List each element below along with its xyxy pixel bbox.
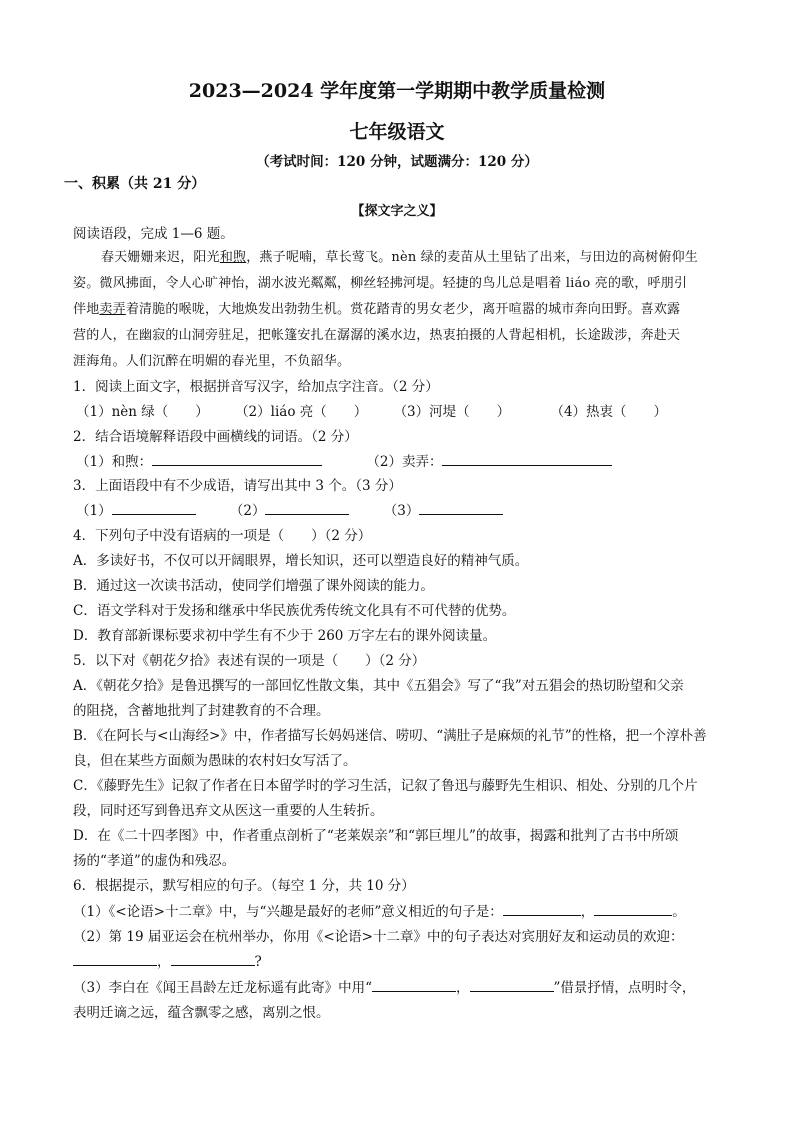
exam-title: 2023—2024 学年度第一学期期中教学质量检测	[188, 80, 606, 102]
q1-item-3: （3）河堤（ ）	[393, 404, 511, 420]
q3-item-1: （1）	[76, 503, 112, 519]
question-1-stem: 1．阅读上面文字，根据拼音写汉字，给加点字注音。（2 分）	[73, 379, 439, 395]
q6-item-2-line1: （2）第 19 届亚运会在杭州举办，你用《<论语>十二章》中的句子表达对宾朋好友和运动员的欢迎：	[73, 929, 684, 945]
q5-option-d-line2[interactable]: 扬的“孝道”的虚伪和残忍。	[73, 853, 236, 869]
q5-option-a-line2[interactable]: 的阻挠，含蓄地批判了封建教育的不合理。	[73, 703, 330, 719]
q4-option-b[interactable]: B．通过这一次读书活动，使同学们增强了课外阅读的能力。	[73, 578, 434, 594]
answer-blank[interactable]	[372, 979, 456, 992]
q3-item-2: （2）	[229, 503, 266, 519]
answer-blank[interactable]	[73, 953, 157, 966]
question-2-stem: 2．结合语境解释语段中画横线的词语。（2 分）	[73, 429, 358, 445]
q4-option-a[interactable]: A．多读好书，不仅可以开阔眼界，增长知识，还可以塑造良好的精神气质。	[73, 553, 529, 569]
q5-option-d-line1[interactable]: D．在《二十四孝图》中，作者重点剖析了“老莱娱亲”和“郭巨埋儿”的故事，揭露和批判了古书中所颂	[73, 828, 679, 844]
passage-line-text: 春天姗姗来迟，阳光和煦，燕子呢喃，草长莺飞。nèn 绿的麦苗从土里钻了出来，与田边的高树俯仰生	[101, 250, 698, 265]
q6-item-1-text: （1）《<论语>十二章》中，与“兴趣是最好的老师”意义相近的句子是：	[73, 904, 503, 920]
answer-blank[interactable]	[503, 903, 581, 916]
q5-option-c-line2[interactable]: 段，同时还写到鲁迅弃文从医这一重要的人生转折。	[73, 803, 384, 819]
q4-option-d[interactable]: D．教育部新课标要求初中学生有不少于 260 万字左右的课外阅读量。	[73, 628, 497, 644]
question-1-items	[76, 400, 667, 420]
exam-subtitle: 七年级语文	[349, 121, 445, 143]
q6-item-3-post: ”借景抒情，点明时令，	[553, 980, 696, 996]
q5-option-b-line2[interactable]: 良，但在某些方面颇为愚昧的农村妇女写活了。	[73, 753, 357, 769]
answer-blank[interactable]	[112, 502, 196, 515]
q3-item-3: （3）	[383, 503, 420, 519]
question-4-stem: 4．下列句子中没有语病的一项是（ ）（2 分）	[73, 528, 372, 544]
question-6-stem: 6．根据提示，默写相应的句子。（每空 1 分，共 10 分）	[73, 878, 415, 894]
answer-blank[interactable]	[265, 502, 349, 515]
q6-item-1: （1）《<论语>十二章》中，与“兴趣是最好的老师”意义相近的句子是： ， 。	[73, 904, 686, 920]
passage-line	[73, 298, 680, 317]
q1-item-4: （4）热衷（ ）	[550, 404, 668, 420]
q2-item-2: （2）卖弄：	[366, 454, 443, 470]
question-3-items	[76, 499, 503, 519]
passage-line: 姿。微风拂面，令人心旷神怡，湖水波光粼粼，柳丝轻拂河堤。轻捷的鸟儿总是唱着 liáo 亮的歌，呼朋引	[73, 276, 688, 291]
answer-blank[interactable]	[442, 453, 612, 466]
q6-item-3-line1: （3）李白在《闻王昌龄左迁龙标遥有此寄》中用“ ， ”借景抒情，点明时令，	[73, 980, 696, 996]
q5-option-b-line1[interactable]: B．《在阿长与<山海经>》中，作者描写长妈妈迷信、唠叨、“满肚子是麻烦的礼节”的性格，把一个淳朴善	[73, 728, 707, 744]
q5-option-c-line1[interactable]: C．《藤野先生》记叙了作者在日本留学时的学习生活，记叙了鲁迅与藤野先生相识、相处、分别的几个片	[73, 778, 698, 794]
answer-blank[interactable]	[594, 903, 672, 916]
q6-item-3-line2: 表明迁谪之远，蕴含飘零之感，离别之恨。	[73, 1005, 330, 1021]
answer-blank[interactable]	[470, 979, 554, 992]
question-2-items	[76, 450, 612, 470]
answer-blank[interactable]	[419, 502, 503, 515]
q5-option-a-line1[interactable]: A．《朝花夕拾》是鲁迅撰写的一部回忆性散文集，其中《五猖会》写了“我”对五猖会的热切盼望和父亲	[73, 678, 684, 694]
passage-line	[101, 246, 698, 265]
answer-blank[interactable]	[171, 953, 255, 966]
q2-item-1: （1）和煦：	[76, 454, 153, 470]
passage-line: 涯海角。人们沉醉在明媚的春光里，不负韶华。	[73, 354, 351, 369]
q4-option-c[interactable]: C．语文学科对于发扬和继承中华民族优秀传统文化具有不可代替的优势。	[73, 603, 516, 619]
q6-item-3-pre: （3）李白在《闻王昌龄左迁龙标遥有此寄》中用“	[73, 980, 372, 996]
q6-item-2-line2: ， ?	[73, 950, 262, 970]
q1-item-2: （2）liáo 亮（ ）	[235, 404, 368, 420]
answer-blank[interactable]	[152, 453, 322, 466]
q1-item-1: （1）nèn 绿（ ）	[76, 404, 209, 420]
passage-line-text: 伴地卖弄着清脆的喉咙，大地焕发出勃勃生机。赏花踏青的男女老少，离开喧嚣的城市奔向田野。喜欢露	[73, 302, 681, 317]
section-heading: 一、积累（共 21 分）	[64, 176, 206, 192]
section-subheading: 【探文字之义】	[351, 204, 443, 219]
passage-line: 营的人，在幽寂的山洞旁驻足，把帐篷安扎在潺潺的溪水边，热衷拍摄的人背起相机，长途跋涉，奔赴天	[73, 328, 681, 343]
exam-info: （考试时间：120 分钟，试题满分：120 分）	[256, 154, 538, 170]
question-3-stem: 3．上面语段中有不少成语，请写出其中 3 个。（3 分）	[73, 478, 402, 494]
question-5-stem: 5．以下对《朝花夕拾》表述有误的一项是（ ）（2 分）	[73, 653, 426, 669]
passage-intro: 阅读语段，完成 1—6 题。	[73, 226, 234, 242]
